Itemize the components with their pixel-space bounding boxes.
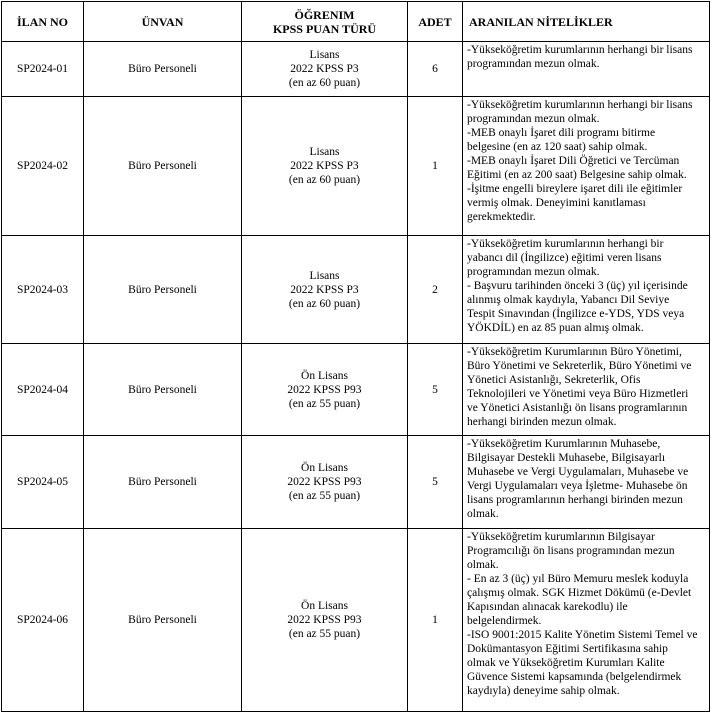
min-score: (en az 55 puan)	[288, 628, 361, 640]
requirements-cell	[463, 344, 710, 436]
table-row	[2, 529, 710, 712]
table-row	[2, 42, 710, 97]
ilan-no-cell: SP2024-02	[2, 97, 84, 236]
ilan-no-cell: SP2024-04	[2, 344, 84, 436]
unvan-cell: Büro Personeli	[84, 97, 242, 236]
requirement-line: -Yükseköğretim kurumlarının herhangi bir	[467, 238, 664, 250]
table-body	[2, 42, 710, 712]
kpss-cell	[242, 236, 408, 344]
adet-cell: 2	[408, 236, 463, 344]
kpss-cell	[242, 529, 408, 712]
requirement-line: belgelendirmek.	[467, 615, 542, 627]
ilan-no-cell: SP2024-03	[2, 236, 84, 344]
requirement-line: programından mezun olmak.	[467, 113, 600, 125]
min-score: (en az 60 puan)	[288, 297, 361, 310]
unvan-cell: Büro Personeli	[84, 236, 242, 344]
education-level: Lisans	[309, 49, 340, 61]
header-unvan: ÜNVAN	[84, 2, 242, 42]
requirement-line: yabancı dil (İngilizce) eğitimi veren lisans	[467, 252, 662, 264]
requirement-line: Tespit Sınavından (İngilizce e-YDS, YDS veya	[467, 308, 685, 320]
requirement-line: Teknolojileri ve Yönetimi veya Büro Hizmetleri	[467, 388, 689, 400]
header-kpss-line-1: ÖĞRENIM	[294, 7, 355, 22]
requirement-line: Muhasebe ve Vergi Uygulamaları, Muhasebe ve	[467, 466, 689, 478]
adet-cell: 6	[408, 42, 463, 97]
header-adet: ADET	[408, 2, 463, 42]
kpss-score-type: 2022 KPSS P93	[287, 614, 362, 626]
requirement-line: olmak ve Yükseköğretim Kurumları Kalite	[467, 657, 665, 669]
requirement-line: Programcılığı ön lisans programından mezun	[467, 545, 675, 557]
requirement-line: - En az 3 (üç) yıl Büro Memuru meslek koduyla	[467, 573, 689, 585]
requirement-line: Güvence Sistemi kapsamında (belgelendirmek	[467, 671, 682, 683]
requirement-line: ve Yönetici Asistanlığı ön lisans programlarının	[467, 402, 688, 414]
requirements-cell	[463, 42, 710, 97]
requirement-line: lisans programlarının herhangi birinden mezun	[467, 494, 683, 506]
kpss-score-type: 2022 KPSS P3	[290, 160, 359, 172]
kpss-score-type: 2022 KPSS P93	[287, 476, 362, 488]
requirement-line: programından mezun olmak.	[467, 266, 600, 278]
kpss-cell	[242, 436, 408, 529]
min-score: (en az 60 puan)	[288, 77, 361, 89]
min-score: (en az 55 puan)	[288, 490, 361, 502]
requirement-line: Kapısından alınacak karekodlu) ile	[467, 601, 628, 613]
min-score: (en az 55 puan)	[288, 397, 361, 410]
requirement-line: -MEB onaylı İşaret dili programı bitirme	[467, 127, 656, 139]
table-row	[2, 436, 710, 529]
requirement-line: Vergi Uygulamaları veya İşletme- Muhasebe ön	[467, 480, 688, 492]
requirements-cell	[463, 97, 710, 236]
requirements-cell	[463, 529, 710, 712]
requirement-line: -ISO 9001:2015 Kalite Yönetim Sistemi Temel ve	[467, 629, 698, 641]
requirement-line: Bilgisayar Destekli Muhasebe, Bilgisayarlı	[467, 452, 666, 464]
requirement-line: -Yükseköğretim kurumlarının herhangi bir lisans	[467, 44, 693, 56]
requirement-line: Dokümantasyon Eğitimi Sertifikasına sahip	[467, 643, 668, 655]
header-ilan-no: İLAN NO	[2, 2, 84, 42]
requirement-line: vermiş olmak. Deneyimini kanıtlaması	[467, 197, 646, 209]
requirement-line: -Yükseköğretim Kurumlarının Muhasebe,	[467, 438, 661, 450]
kpss-score-type: 2022 KPSS P93	[287, 383, 362, 396]
ilan-no-cell: SP2024-05	[2, 436, 84, 529]
header-kpss-line-2: KPSS PUAN TÜRÜ	[272, 21, 377, 36]
requirement-line: Büro Yönetimi ve Sekreterlik, Büro Yönetimi ve	[467, 360, 692, 372]
requirement-line: -MEB onaylı İşaret Dili Öğretici ve Tercüman	[467, 155, 680, 167]
requirement-line: gerekmektedir.	[467, 211, 536, 223]
requirement-line: programından mezun olmak.	[467, 58, 600, 70]
header-row	[2, 2, 710, 42]
requirement-line: -Yükseköğretim Kurumlarının Büro Yönetimi,	[467, 346, 682, 358]
kpss-score-type: 2022 KPSS P3	[290, 283, 359, 296]
requirement-line: Eğitimi (en az 200 saat) Belgesine sahip olmak.	[467, 169, 687, 181]
adet-cell: 1	[408, 529, 463, 712]
kpss-cell	[242, 42, 408, 97]
adet-cell: 5	[408, 436, 463, 529]
header-kpss	[242, 2, 408, 42]
education-level: Lisans	[309, 269, 340, 282]
ilan-no-cell: SP2024-06	[2, 529, 84, 712]
unvan-cell: Büro Personeli	[84, 529, 242, 712]
education-level: Ön Lisans	[301, 600, 348, 612]
table-row	[2, 344, 710, 436]
requirement-line: -Yükseköğretim kurumlarının Bilgisayar	[467, 531, 655, 543]
requirements-cell	[463, 436, 710, 529]
ilan-no-cell: SP2024-01	[2, 42, 84, 97]
requirement-line: herhangi birinden mezun olmak.	[467, 416, 617, 428]
requirement-line: -Yükseköğretim kurumlarının herhangi bir lisans	[467, 99, 693, 111]
requirement-line: olmak.	[467, 508, 499, 520]
requirement-line: -İşitme engelli bireylere işaret dili ile eğitimler	[467, 183, 683, 195]
adet-cell: 1	[408, 97, 463, 236]
education-level: Ön Lisans	[301, 369, 348, 382]
min-score: (en az 60 puan)	[288, 174, 361, 186]
education-level: Ön Lisans	[301, 462, 348, 474]
header-requirements: ARANILAN NİTELİKLER	[463, 2, 710, 42]
requirement-line: alınmış olmak kaydıyla, Yabancı Dil Seviye	[467, 294, 670, 306]
requirement-line: - Başvuru tarihinden önceki 3 (üç) yıl içerisinde	[467, 280, 688, 292]
requirement-line: Yönetici Asistanlığı, Sekreterlik, Ofis	[467, 374, 641, 386]
requirements-cell	[463, 236, 710, 344]
requirement-line: olmak.	[467, 559, 499, 571]
kpss-cell	[242, 97, 408, 236]
requirement-line: belgesine (en az 120 saat) sahip olmak.	[467, 141, 648, 153]
unvan-cell: Büro Personeli	[84, 436, 242, 529]
job-listing-table	[1, 1, 710, 712]
requirement-line: çalışmış olmak. SGK Hizmet Dökümü (e-Devlet	[467, 587, 692, 599]
requirement-line: kaydıyla) deneyime sahip olmak.	[467, 685, 620, 697]
table-row	[2, 236, 710, 344]
table-row	[2, 97, 710, 236]
education-level: Lisans	[309, 146, 340, 158]
requirement-line: YÖKDİL) en az 85 puan almış olmak.	[467, 322, 644, 334]
kpss-score-type: 2022 KPSS P3	[290, 63, 359, 75]
kpss-cell	[242, 344, 408, 436]
adet-cell: 5	[408, 344, 463, 436]
unvan-cell: Büro Personeli	[84, 42, 242, 97]
unvan-cell: Büro Personeli	[84, 344, 242, 436]
